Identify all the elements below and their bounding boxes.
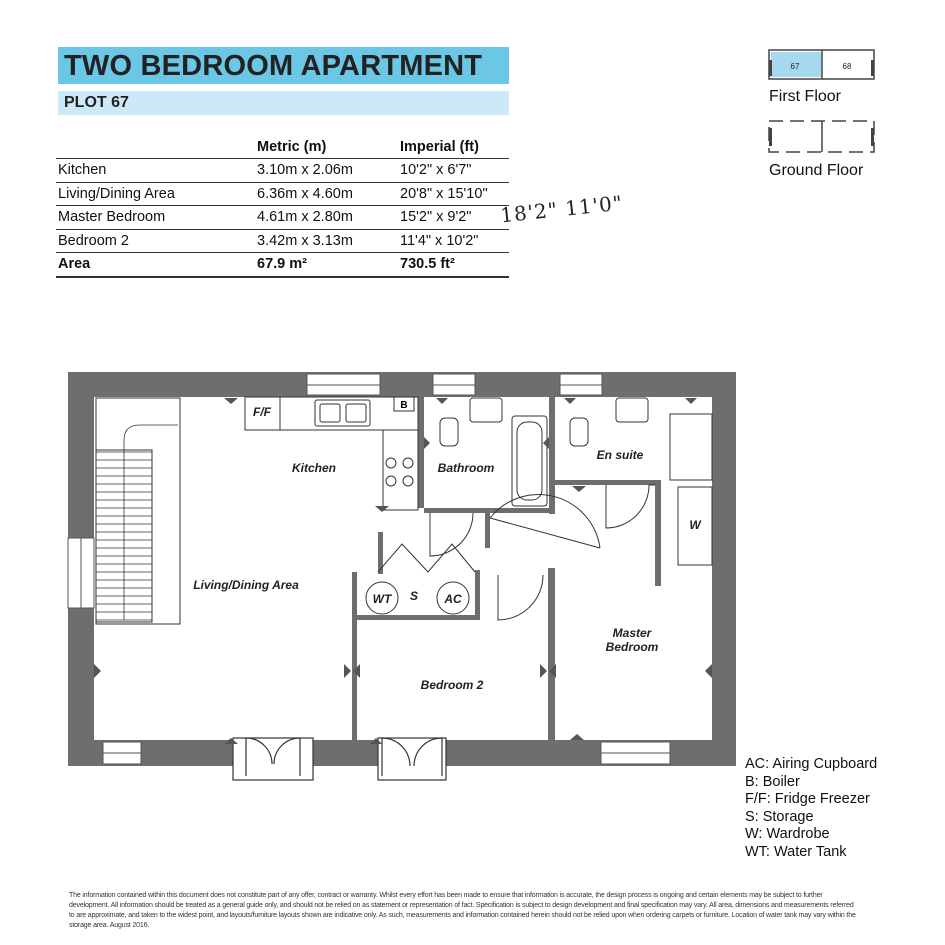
- storage-label: S: [409, 589, 419, 603]
- master-bedroom-label-line2: Bedroom: [605, 640, 659, 654]
- wardrobe-label: W: [689, 518, 701, 532]
- first-floor-label: First Floor: [769, 88, 841, 105]
- handwritten-note: 18'2" 11'0": [499, 190, 625, 228]
- room-imperial: 11'4" x 10'2": [400, 229, 509, 253]
- legend-item: B: Boiler: [745, 773, 800, 790]
- total-metric: 67.9 m²: [257, 253, 400, 277]
- kitchen-label: Kitchen: [291, 461, 337, 475]
- total-label: Area: [56, 253, 257, 277]
- page-title: TWO BEDROOM APARTMENT: [58, 47, 509, 84]
- staircase: [96, 398, 180, 624]
- legend-item: AC: Airing Cupboard: [745, 756, 878, 772]
- plot-number: PLOT 67: [58, 91, 509, 115]
- legend-item: WT: Water Tank: [745, 843, 847, 860]
- room-metric: 3.10m x 2.06m: [257, 159, 400, 183]
- total-imperial: 730.5 ft²: [400, 253, 509, 277]
- living-label: Living/Dining Area: [193, 578, 299, 592]
- unit-67-label: 67: [790, 62, 800, 71]
- ff-label: F/F: [253, 405, 271, 419]
- legend: [745, 756, 877, 861]
- disclaimer-text: The information contained within this document does not constitute part of any offer, contract or warranty. Whilst every effort has been made to ensure that information is accurate, the design process is ongoing and certain elements may be subject to further development. All information should be treated as a general guide only, and should not be relied on as statement or representation of fact. Specification is subject to design development and final specification may vary. All area, dimensions and measurements referred to are approximate, and taken to the widest point, and layouts/furniture layouts shown are indicative only. As such, measurements and information contained herein should not be relied upon when ordering carpets or furniture. Location of water tank may vary within the storage area. August 2016.: [69, 892, 856, 929]
- room-name: Kitchen: [56, 159, 257, 183]
- room-imperial: 15'2" x 9'2": [400, 206, 509, 230]
- room-metric: 3.42m x 3.13m: [257, 229, 400, 253]
- room-name: Master Bedroom: [56, 206, 257, 230]
- stair-treads: [96, 425, 178, 620]
- boiler-label: B: [400, 400, 408, 411]
- airing-cupboard-label: AC: [444, 592, 462, 606]
- room-imperial: 10'2" x 6'7": [400, 159, 509, 183]
- bedroom2-label: Bedroom 2: [420, 678, 484, 692]
- table-header-imperial: Imperial (ft): [400, 136, 509, 159]
- master-bedroom-label-line1: Master: [612, 626, 652, 640]
- stair-direction-line: [124, 425, 178, 620]
- ensuite-label: En suite: [596, 448, 644, 462]
- room-metric: 6.36m x 4.60m: [257, 182, 400, 206]
- table-header-metric: Metric (m): [257, 136, 400, 159]
- water-tank-label: WT: [372, 592, 392, 606]
- legend-item: F/F: Fridge Freezer: [745, 791, 870, 807]
- room-name: Bedroom 2: [56, 229, 257, 253]
- legend-item: W: Wardrobe: [745, 826, 830, 842]
- room-name: Living/Dining Area: [56, 182, 257, 206]
- room-metric: 4.61m x 2.80m: [257, 206, 400, 230]
- bathroom-label: Bathroom: [437, 461, 495, 475]
- unit-68-label: 68: [842, 62, 852, 71]
- legend-item: S: Storage: [745, 808, 814, 825]
- room-imperial: 20'8" x 15'10": [400, 182, 509, 206]
- ground-floor-label: Ground Floor: [769, 162, 864, 179]
